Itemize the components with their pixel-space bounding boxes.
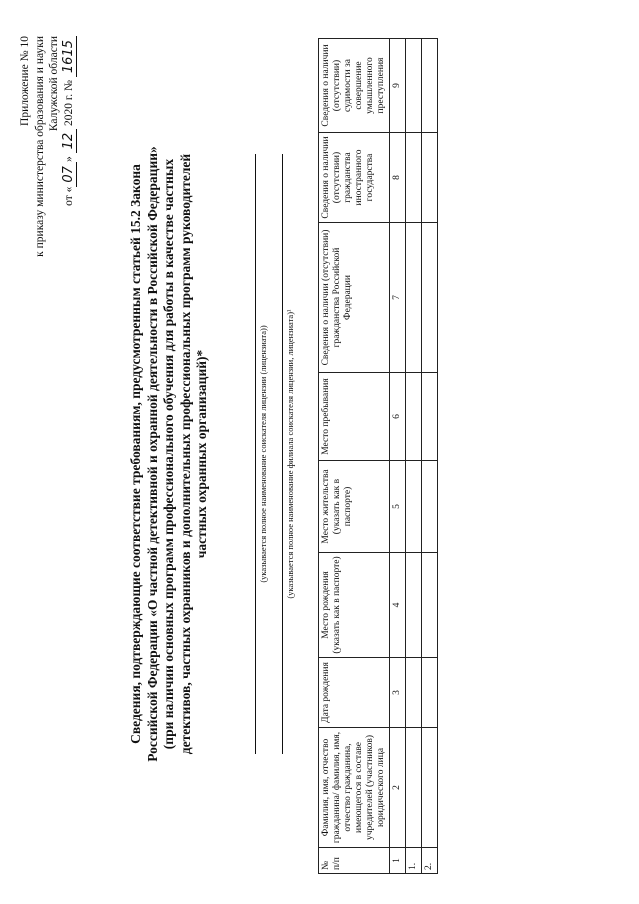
header-cell: Фамилия, имя, отчество гражданина/ фамилия, имя, отчество гражданина, имеющегося в составе учредителей (участников) юридического лица (319, 728, 390, 848)
order-number-handwritten: 1615 (62, 36, 78, 77)
header-cell: Дата рождения (319, 658, 390, 728)
table-cell (422, 658, 438, 728)
table-cell (422, 373, 438, 461)
date-year: 2020 г. № (62, 79, 75, 126)
table-row (406, 39, 422, 874)
header-cell: Место жительства (указать как в паспорте) (319, 461, 390, 553)
date-day-handwritten: 07 (62, 162, 78, 187)
column-number: 5 (390, 461, 406, 553)
table-cell (406, 373, 422, 461)
table-cell (406, 133, 422, 223)
column-number: 9 (390, 39, 406, 133)
header-cell: Место пребывания (319, 373, 390, 461)
column-number: 4 (390, 553, 406, 658)
header-cell: № п/п (319, 848, 390, 874)
annex-date (60, 36, 76, 206)
date-mid: » (62, 156, 75, 163)
date-month-handwritten: 12 (62, 129, 78, 154)
column-number: 3 (390, 658, 406, 728)
table-cell (422, 223, 438, 373)
table-cell (422, 553, 438, 658)
info-table (318, 38, 438, 874)
licensee-name-line: (указывается полное наименование соискателя лицензии (лицензиата)) (255, 154, 268, 754)
annex-order-ref: к приказу министерства образования и науки (33, 36, 46, 257)
row-number: 2. (422, 848, 438, 874)
table-cell (422, 39, 438, 133)
table-cell (406, 728, 422, 848)
header-cell: Сведения о наличии (отсутствии) судимости за совершение умышленного преступления (319, 39, 390, 133)
date-prefix: от « (62, 186, 75, 206)
column-number: 8 (390, 133, 406, 223)
column-number: 2 (390, 728, 406, 848)
annex-header (18, 36, 77, 286)
document-title: Сведения, подтверждающие соответствие требованиям, предусмотренным статьей 15.2 Закона Российской Федерации «О частной детективной и охранной деятельности в Российской Федерации» (при наличии основных программ профессионального обучения для работы в качестве частных детективов, частных охранников и дополнительных профессиональных программ руководителей частных охранных организаций)* (128, 146, 210, 762)
row-number: 1. (406, 848, 422, 874)
table-row (422, 39, 438, 874)
header-cell: Сведения о наличии (отсутствии) гражданства Российской Федерации (319, 223, 390, 373)
annex-number: Приложение № 10 (19, 36, 31, 126)
annex-region: Калужской области (48, 36, 60, 132)
table-cell (422, 133, 438, 223)
header-cell: Сведения о наличии (отсутствии) гражданства иностранного государства (319, 133, 390, 223)
table-cell (406, 461, 422, 553)
table-cell (406, 223, 422, 373)
table-cell (422, 461, 438, 553)
branch-name-line: (указывается полное наименование филиала соискателя лицензии, лицензиата)¹ (282, 154, 295, 754)
header-cell: Место рождения (указать как в паспорте) (319, 553, 390, 658)
column-number-row (390, 39, 406, 874)
column-number: 6 (390, 373, 406, 461)
column-number: 1 (390, 848, 406, 874)
table-cell (406, 553, 422, 658)
column-number: 7 (390, 223, 406, 373)
table-header-row (319, 39, 390, 874)
table-cell (406, 658, 422, 728)
table-cell (422, 728, 438, 848)
table-cell (406, 39, 422, 133)
